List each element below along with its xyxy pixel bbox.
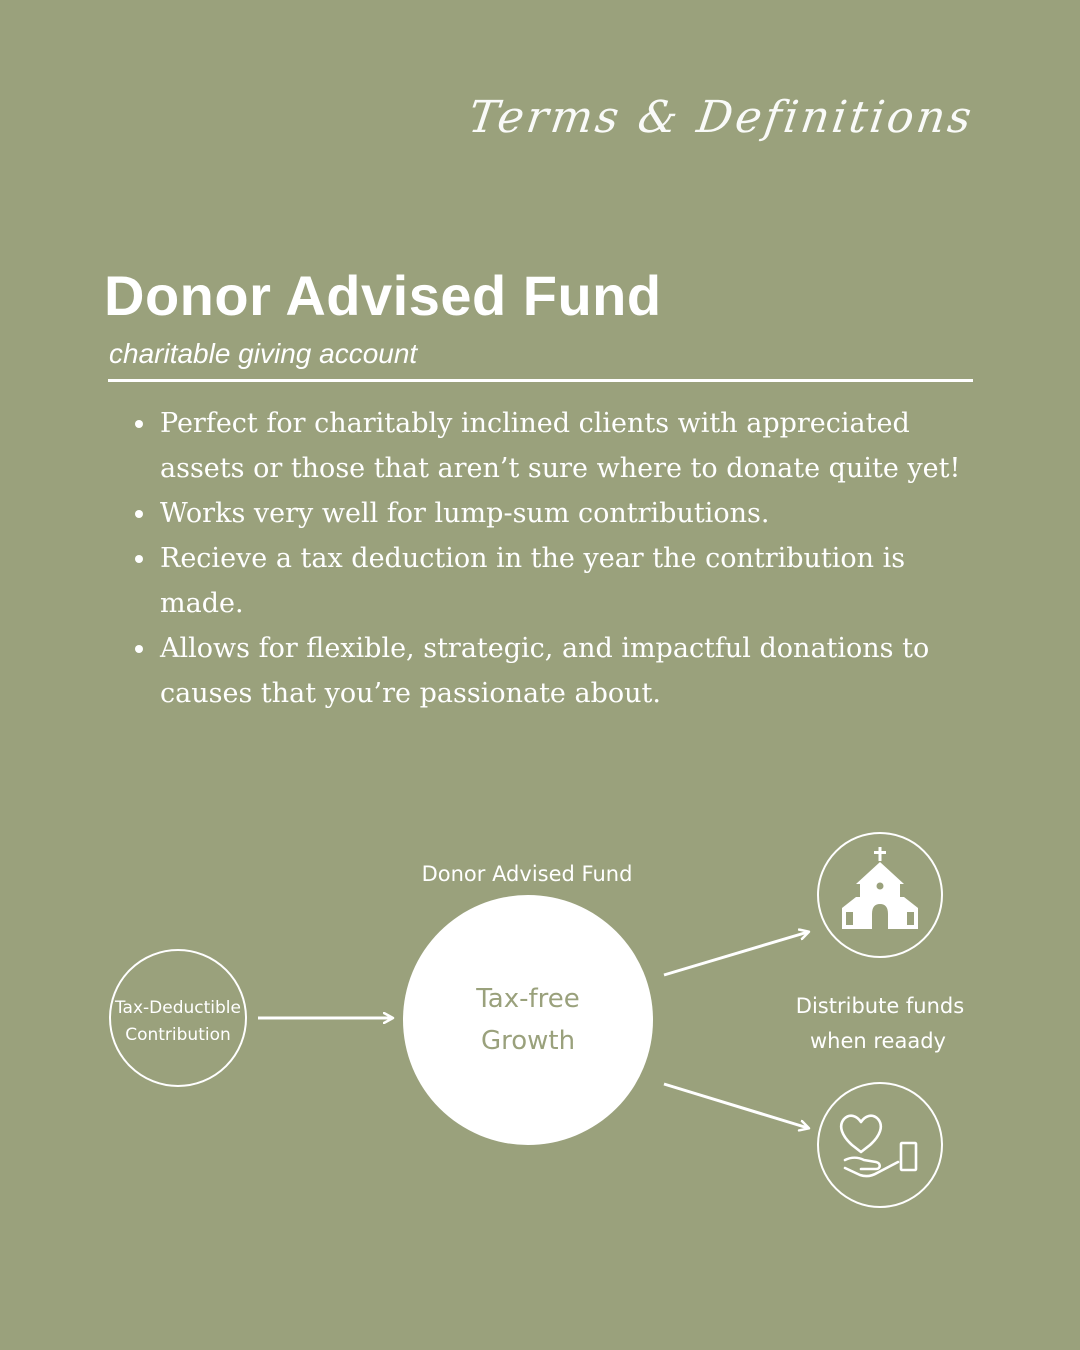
charity-node bbox=[818, 1083, 942, 1207]
fund-center-line: Tax-free bbox=[476, 984, 580, 1014]
distribute-label-line: Distribute funds bbox=[795, 994, 965, 1018]
fund-circle bbox=[403, 895, 653, 1145]
bullet-line: assets or those that aren’t sure where to donate quite yet! bbox=[160, 453, 961, 484]
page-subtitle: charitable giving account bbox=[109, 338, 418, 369]
bullet-line: made. bbox=[160, 588, 244, 619]
contribution-label-line: Tax-Deductible bbox=[114, 998, 242, 1018]
bullet-line: causes that you’re passionate about. bbox=[160, 678, 661, 709]
fund-title: Donor Advised Fund bbox=[421, 862, 633, 886]
page-title: Donor Advised Fund bbox=[104, 264, 662, 327]
church-icon bbox=[842, 847, 918, 929]
bullet-line: Recieve a tax deduction in the year the contribution is bbox=[160, 543, 906, 574]
arrow-to-church bbox=[664, 932, 808, 975]
contribution-node bbox=[110, 950, 246, 1086]
fund-center-line: Growth bbox=[480, 1026, 576, 1056]
bullet-line: Works very well for lump-sum contributions. bbox=[160, 498, 770, 529]
fund-node bbox=[403, 862, 653, 1145]
church-node bbox=[818, 833, 942, 957]
heart-hand-icon bbox=[841, 1116, 916, 1176]
header-script-title: Terms & Definitions bbox=[465, 92, 978, 143]
arrow-to-charity bbox=[664, 1084, 808, 1128]
bullet-line: Perfect for charitably inclined clients with appreciated bbox=[160, 408, 910, 439]
distribute-label-line: when reaady bbox=[810, 1029, 946, 1053]
contribution-label-line: Contribution bbox=[125, 1025, 231, 1045]
bullet-line: Allows for flexible, strategic, and impactful donations to bbox=[160, 633, 930, 664]
contribution-circle bbox=[110, 950, 246, 1086]
charity-circle bbox=[818, 1083, 942, 1207]
